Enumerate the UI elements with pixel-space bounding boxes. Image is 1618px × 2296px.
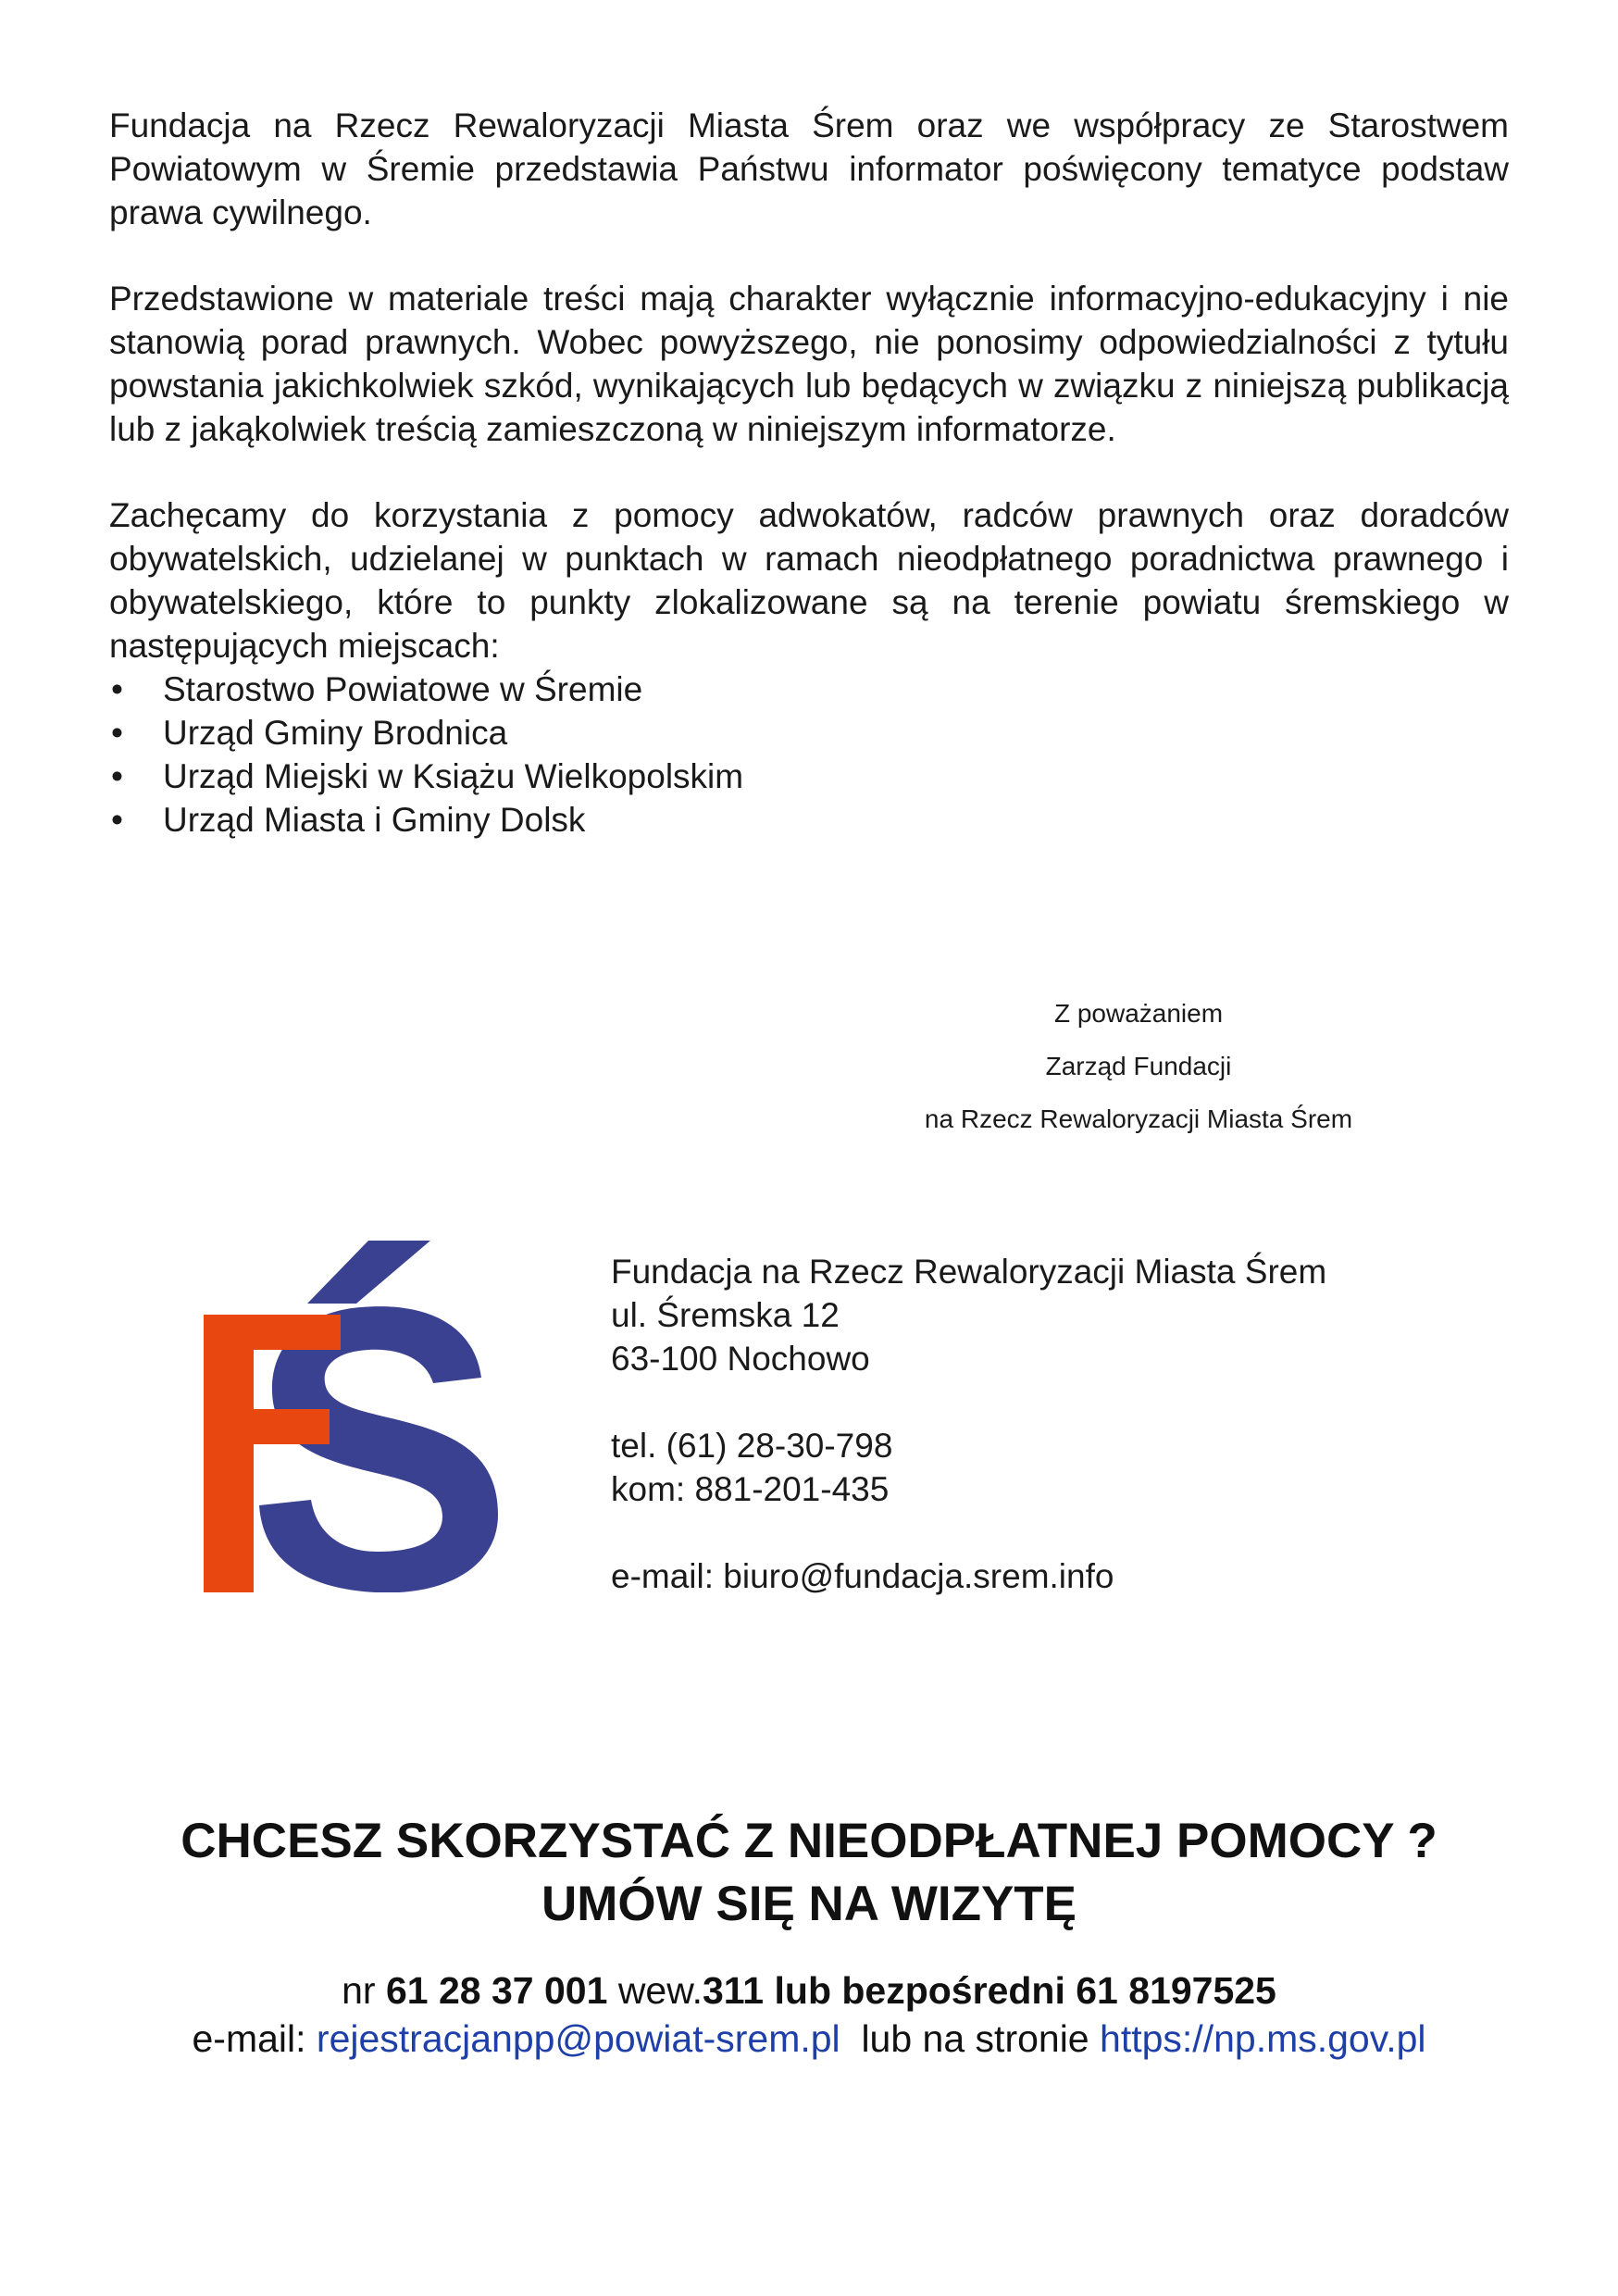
contact-block [611, 1250, 1500, 1598]
list-item [109, 668, 1509, 711]
cta-subheadline: UMÓW SIĘ NA WIZYTĘ [541, 1877, 1077, 1931]
registration-info [0, 1966, 1618, 2063]
registration-online-line [0, 2015, 1618, 2063]
contact-email: e-mail: biuro@fundacja.srem.info [611, 1557, 1114, 1595]
cta-headline: CHCESZ SKORZYSTAĆ Z NIEODPŁATNEJ POMOCY ? [180, 1814, 1438, 1868]
list-item [109, 711, 1509, 755]
bullet-icon: • [111, 757, 123, 795]
website-label: lub na stronie [861, 2017, 1089, 2060]
street-address: ul. Śremska 12 [611, 1296, 840, 1334]
closing-greeting: Z poważaniem [1053, 999, 1224, 1028]
call-to-action [0, 1810, 1618, 1936]
registration-email-link[interactable]: rejestracjanpp@powiat-srem.pl [316, 2017, 840, 2060]
email-label: e-mail: [192, 2017, 306, 2060]
signatory-foundation: na Rzecz Rewaloryzacji Miasta Śrem [924, 1104, 1353, 1133]
foundation-name: Fundacja na Rzecz Rewaloryzacji Miasta Śrem [611, 1253, 1327, 1291]
postal-city: 63-100 Nochowo [611, 1340, 870, 1378]
invitation-paragraph: Zachęcamy do korzystania z pomocy adwokatów, radców prawnych oraz doradców obywatelskich, udzielanej w punktach w ramach nieodpłatnego poradnictwa prawnego i obywatelskiego, które to punkty zlokalizowane są na terenie powiatu śremskiego w następujących miejscach: [109, 496, 1509, 665]
signature-block [815, 987, 1462, 1145]
list-item [109, 798, 1509, 842]
spacer [611, 1380, 1500, 1424]
foundation-fs-logo-icon [204, 1241, 518, 1592]
intro-paragraph: Fundacja na Rzecz Rewaloryzacji Miasta Śrem oraz we współpracy ze Starostwem Powiatowym w Śremie przedstawia Państwu informator poświęcony tematyce podstaw prawa cywilnego. [109, 106, 1509, 231]
extension-text: 311 lub bezpośredni 61 8197525 [702, 1969, 1276, 2012]
extension-label: wew. [617, 1969, 703, 2012]
mobile-number: kom: 881-201-435 [611, 1470, 890, 1508]
registration-phone: 61 28 37 001 [386, 1969, 608, 2012]
nr-prefix: nr [342, 1969, 376, 2012]
list-item [109, 755, 1509, 798]
accent-mark-icon [307, 1241, 430, 1304]
location-label: Starostwo Powiatowe w Śremie [163, 670, 643, 708]
phone-number: tel. (61) 28-30-798 [611, 1427, 893, 1465]
locations-list [109, 668, 1509, 842]
signatory-board: Zarząd Fundacji [1045, 1052, 1232, 1080]
registration-phone-line [0, 1966, 1618, 2015]
spacer [611, 1511, 1500, 1554]
intro-section [109, 104, 1509, 842]
location-label: Urząd Miasta i Gminy Dolsk [163, 801, 586, 839]
location-label: Urząd Miejski w Książu Wielkopolskim [163, 757, 744, 795]
bullet-icon: • [111, 714, 123, 752]
bullet-icon: • [111, 670, 123, 708]
location-label: Urząd Gminy Brodnica [163, 714, 508, 752]
disclaimer-paragraph: Przedstawione w materiale treści mają charakter wyłącznie informacyjno-edukacyjny i nie stanowią porad prawnych. Wobec powyższego, nie ponosimy odpowiedzialności z tytułu powstania jakichkolwiek szkód, wynikających lub będących w związku z niniejszą publikacją lub z jakąkolwiek treścią zamieszczoną w niniejszym informatorze. [109, 280, 1509, 448]
website-link[interactable]: https://np.ms.gov.pl [1100, 2017, 1426, 2060]
bullet-icon: • [111, 801, 123, 839]
